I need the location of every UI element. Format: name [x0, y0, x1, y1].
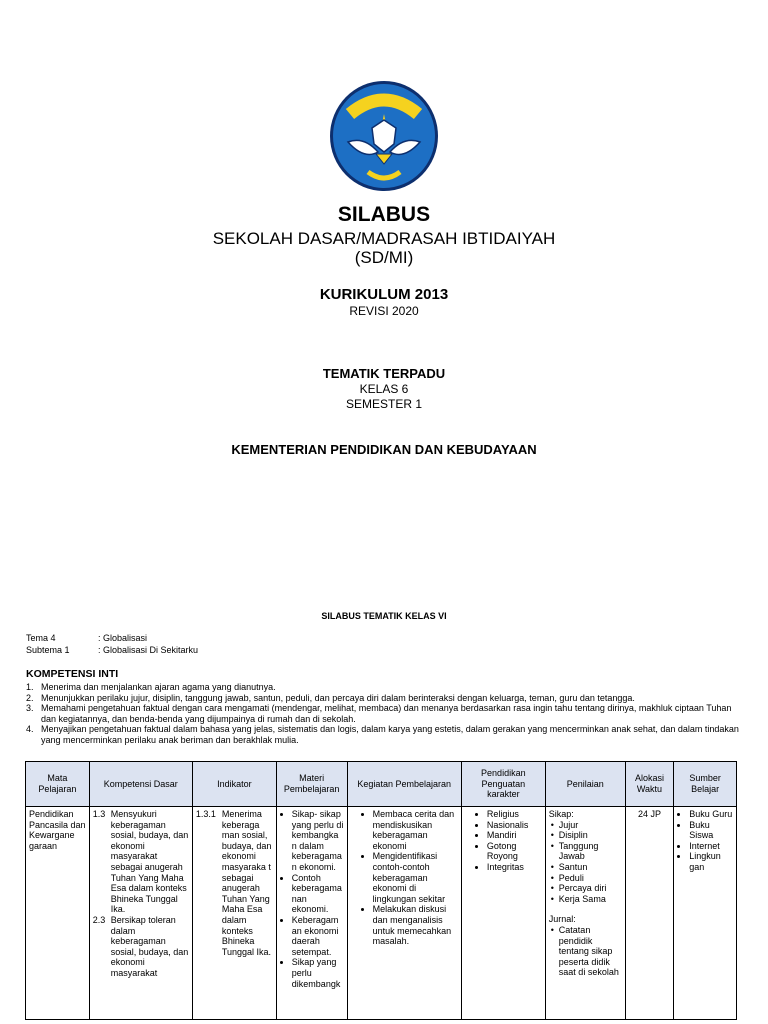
cell-kd [89, 807, 192, 1020]
list-item: • Disiplin [559, 830, 622, 841]
cell-indikator [192, 807, 276, 1020]
meta-key: Tema 4 [26, 633, 56, 643]
list-item: • Kerja Sama [559, 894, 622, 905]
meta-row-tema [26, 632, 198, 644]
meta-row-subtema [26, 644, 198, 656]
col-materi: Materi Pembelajaran [276, 762, 347, 807]
kd-item: 1.3 Mensyukuri keberagaman sosial, budaya, dan ekonomi masyarakat sebagai anugerah Tuhan Yang Maha Esa dalam konteks Bhineka Tunggal Ika. [92, 809, 189, 915]
sumber-list [677, 809, 733, 873]
cover-revision: REVISI 2020 [349, 304, 419, 318]
col-penilaian: Penilaian [545, 762, 625, 807]
penilaian-jurnal-label: Jurnal: [548, 914, 576, 925]
col-sumber: Sumber Belajar [674, 762, 737, 807]
list-item: • Gotong Royong [487, 841, 542, 862]
jurnal-list [549, 925, 622, 978]
cover-title: SILABUS [337, 203, 431, 226]
sikap-list [549, 820, 622, 905]
cover-school: SEKOLAH DASAR/MADRASAH IBTIDAIYAH [212, 229, 556, 248]
col-indikator: Indikator [192, 762, 276, 807]
list-item: • Contoh keberagama nan ekonomi. [292, 873, 344, 915]
list-item: • Keberagam an ekonomi daerah setempat. [292, 915, 344, 957]
col-alokasi: Alokasi Waktu [625, 762, 674, 807]
list-item: • Peduli [559, 873, 622, 884]
col-karakter: Pendidikan Penguatan karakter [461, 762, 545, 807]
ki-list [26, 682, 744, 746]
karakter-list [465, 809, 542, 873]
cell-karakter [461, 807, 545, 1020]
table-row [26, 807, 737, 1020]
list-item: 2. Menunjukkan perilaku jujur, disiplin, tanggung jawab, santun, peduli, dan percaya diri dalam berinteraksi dengan keluarga, teman, guru dan tetangga. [26, 692, 635, 703]
meta-value: : Globalisasi Di Sekitarku [98, 645, 199, 655]
cell-materi [276, 807, 347, 1020]
cover-ministry: KEMENTERIAN PENDIDIKAN DAN KEBUDAYAAN [231, 442, 537, 457]
list-item: • Santun [559, 862, 622, 873]
cover-semester: SEMESTER 1 [345, 397, 423, 411]
list-item: • Buku Siswa [689, 820, 733, 841]
cover-theme-title: TEMATIK TERPADU [322, 366, 446, 381]
list-item: • Melakukan diskusi dan menganalisis untuk memecahkan masalah. [373, 904, 458, 946]
list-item: • Integritas [487, 862, 542, 873]
cell-penilaian [545, 807, 625, 1020]
list-item: • Sikap yang perlu dikembangk [292, 957, 344, 989]
cell-subject: Pendidikan Pancasila dan Kewargane garaan [26, 807, 90, 1020]
list-item: 4. Menyajikan pengetahuan faktual dalam bahasa yang jelas, sistematis dan logis, dalam karya yang estetis, dalam gerakan yang mencerminkan anak sehat, dan dalam tindakan yang mencerminkan perilaku anak beriman dan berakhlak mulia. [26, 724, 739, 745]
kegiatan-list [351, 809, 458, 947]
cover-curriculum: KURIKULUM 2013 [319, 286, 449, 303]
list-item: • Nasionalis [487, 820, 542, 831]
list-item: • Internet [689, 841, 733, 852]
list-item: • Percaya diri [559, 883, 622, 894]
syllabus-table [25, 761, 737, 1020]
list-item: 1. Menerima dan menjalankan ajaran agama yang dianutnya. [26, 682, 276, 692]
list-item: • Mengidentifikasi contoh-contoh keberagaman ekonomi di lingkungan sekitar [373, 851, 458, 904]
list-item: • Tanggung Jawab [559, 841, 622, 862]
list-item: • Membaca cerita dan mendiskusikan keberagaman ekonomi [373, 809, 458, 851]
col-kompetensi-dasar: Kompetensi Dasar [89, 762, 192, 807]
cover-school-abbr: (SD/MI) [354, 248, 414, 267]
table-header-row [26, 762, 737, 807]
meta-key: Subtema 1 [26, 645, 70, 655]
col-kegiatan: Kegiatan Pembelajaran [347, 762, 461, 807]
list-item: 3. Memahami pengetahuan faktual dengan cara mengamati (mendengar, melihat, membaca) dan menanya berdasarkan rasa ingin tahu tentang dirinya, makhluk ciptaan Tuhan dan kegiatannya, dan benda-benda yang dijumpainya di rumah dan di sekolah. [26, 703, 732, 724]
ki-heading: KOMPETENSI INTI [26, 668, 119, 680]
meta-value: : Globalisasi [98, 633, 148, 643]
indicator-item: 1.3.1 Menerima keberaga man sosial, budaya, dan ekonomi masyaraka t sebagai anugerah Tuhan Yang Maha Esa dalam konteks Bhineka Tunggal Ika. [195, 809, 272, 957]
section-title: SILABUS TEMATIK KELAS VI [321, 611, 447, 621]
cover-class: KELAS 6 [359, 382, 409, 396]
cell-alokasi: 24 JP [625, 807, 674, 1020]
list-item: • Sikap- sikap yang perlu di kembangka n dalam keberagama n ekonomi. [292, 809, 344, 873]
materi-list [280, 809, 344, 989]
kd-item: 2.3 Bersikap toleran dalam keberagaman sosial, budaya, dan ekonomi masyarakat [92, 914, 189, 978]
list-item: • Catatan pendidik tentang sikap peserta didik saat di sekolah [559, 925, 622, 978]
penilaian-sikap-label: Sikap: [548, 809, 574, 819]
list-item: • Lingkun gan [689, 851, 733, 872]
list-item: • Religius [487, 809, 542, 820]
theme-meta [26, 632, 198, 656]
tut-wuri-handayani-logo [328, 80, 440, 192]
cell-sumber [674, 807, 737, 1020]
list-item: • Buku Guru [689, 809, 733, 820]
cell-kegiatan [347, 807, 461, 1020]
list-item: • Jujur [559, 820, 622, 831]
list-item: • Mandiri [487, 830, 542, 841]
col-mata-pelajaran: Mata Pelajaran [26, 762, 90, 807]
